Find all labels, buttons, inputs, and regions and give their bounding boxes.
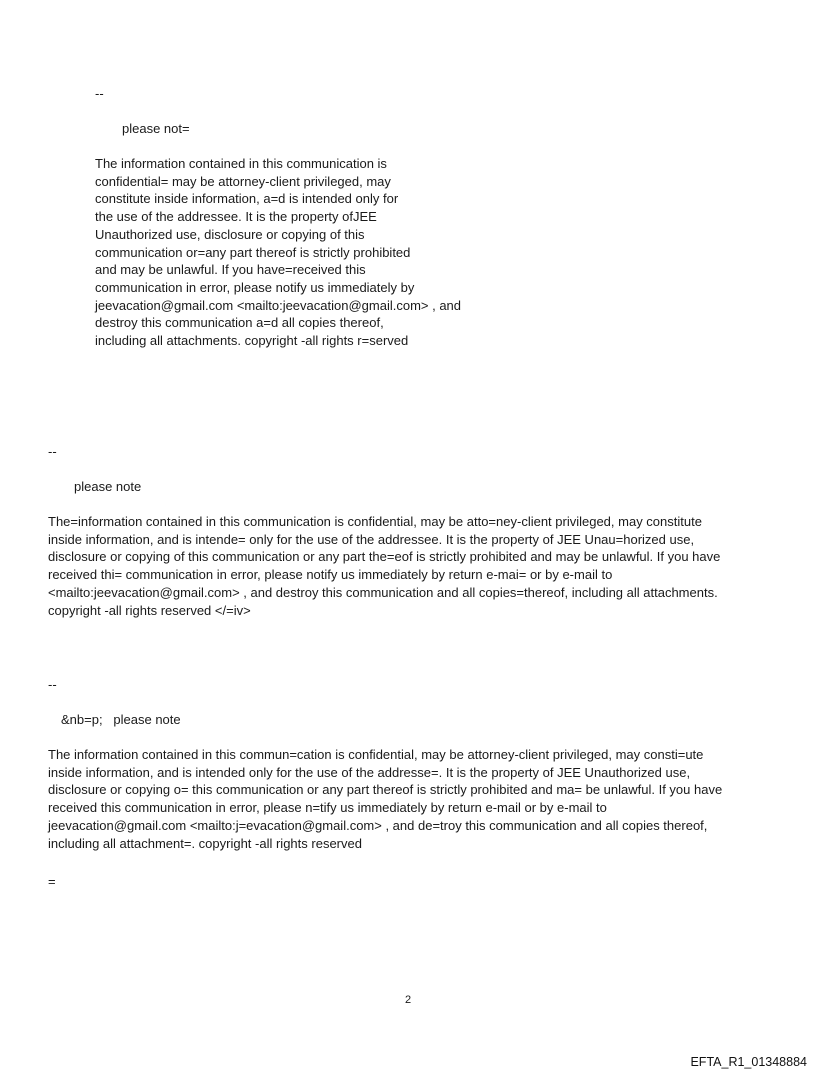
text-line: inside information, and is intende= only for the use of the addressee. It is the property of JEE Unau=horized use, xyxy=(48,531,695,547)
text-line: received this communication in error, please n=tify us immediately by return e-mail or by e-mail to xyxy=(48,800,607,816)
separator-2: -- xyxy=(48,444,57,459)
disclaimer-paragraph-3 xyxy=(48,746,722,852)
text-line: including all attachment=. copyright -all rights reserved xyxy=(48,835,362,851)
text-line: <mailto:jeevacation@gmail.com> , and destroy this communication and all copies=thereof, including all attachments. xyxy=(48,584,718,600)
text-line: confidential= may be attorney-client privileged, may xyxy=(95,173,391,189)
separator-3: -- xyxy=(48,677,57,692)
disclaimer-paragraph-1 xyxy=(95,155,461,350)
text-line: communication or=any part thereof is strictly prohibited xyxy=(95,244,411,260)
text-line: jeevacation@gmail.com <mailto:jeevacation@gmail.com> , and xyxy=(95,297,462,313)
text-line: communication in error, please notify us immediately by xyxy=(95,279,415,295)
text-line: constitute inside information, a=d is intended only for xyxy=(95,191,399,207)
text-line: disclosure or copying o= this communication or any part thereof is strictly prohibited and ma= be unlawful. If you have xyxy=(48,782,723,798)
bates-number: EFTA_R1_01348884 xyxy=(690,1055,807,1069)
text-line: disclosure or copying of this communication or any part the=eof is strictly prohibited and may be unlawful. If you have xyxy=(48,549,721,565)
text-line: The=information contained in this communication is confidential, may be atto=ney-client privileged, may constitute xyxy=(48,514,702,529)
text-line: The information contained in this commun=cation is confidential, may be attorney-client privileged, may consti=ute xyxy=(48,747,704,762)
text-line: the use of the addressee. It is the property ofJEE xyxy=(95,209,377,225)
text-line: inside information, and is intended only for the use of the addresse=. It is the property of JEE Unauthorized use, xyxy=(48,764,691,780)
page-number: 2 xyxy=(404,994,412,1006)
disclaimer-paragraph-2 xyxy=(48,513,720,619)
notice-heading-1: please not= xyxy=(122,121,190,136)
notice-heading-3: &nb=p; please note xyxy=(61,712,181,727)
notice-heading-2: please note xyxy=(74,479,142,494)
text-line: jeevacation@gmail.com <mailto:j=evacation@gmail.com> , and de=troy this communication and all copies thereof, xyxy=(48,817,708,833)
text-line: including all attachments. copyright -all rights r=served xyxy=(95,333,409,349)
separator-1: -- xyxy=(95,86,104,101)
text-line: copyright -all rights reserved </=iv> xyxy=(48,602,251,618)
text-line: destroy this communication a=d all copies thereof, xyxy=(95,315,384,331)
text-line: received thi= communication in error, please notify us immediately by return e-mai= or by e-mail to xyxy=(48,567,613,583)
text-line: Unauthorized use, disclosure or copying of this xyxy=(95,226,365,242)
text-line: The information contained in this communication is xyxy=(95,156,387,171)
trailing-equals: = xyxy=(48,874,56,889)
text-line: and may be unlawful. If you have=received this xyxy=(95,262,366,278)
